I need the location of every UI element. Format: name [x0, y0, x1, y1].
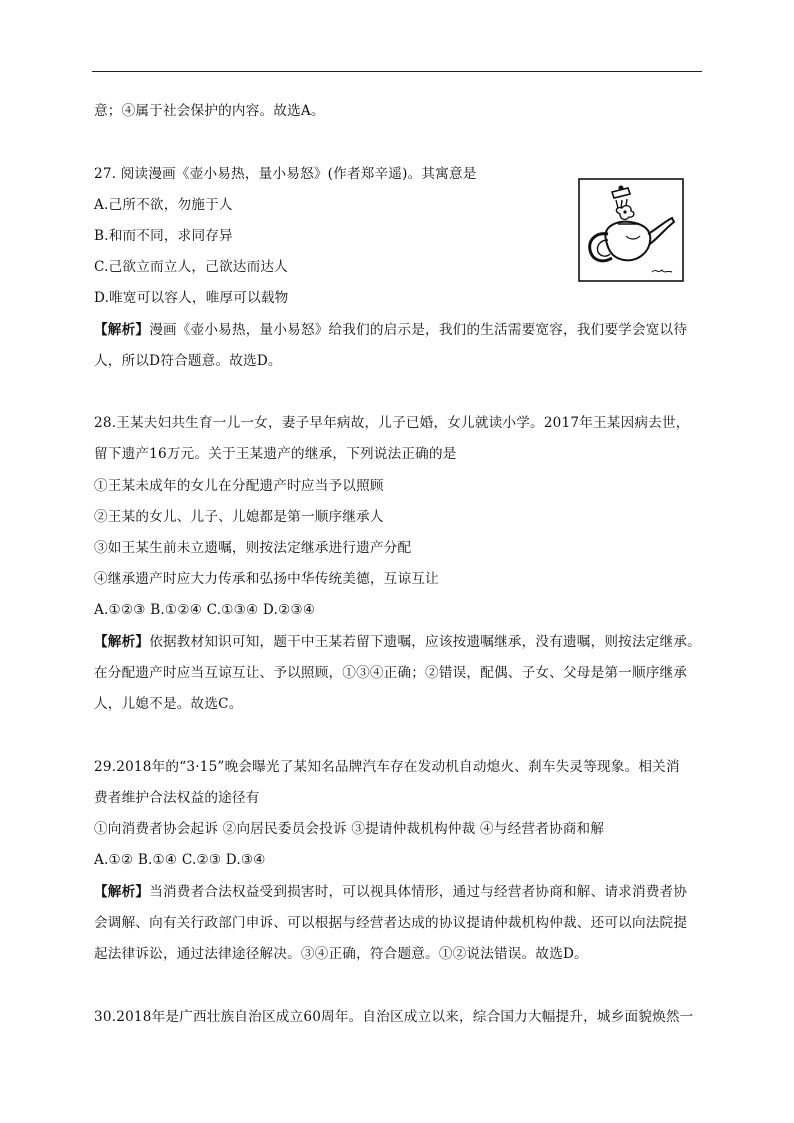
question-28-choices: A.①②③ B.①②④ C.①③④ D.②③④ [94, 602, 316, 618]
question-28-stem: 28.王某夫妇共生育一儿一女，妻子早年病故，儿子已婚，女儿就读小学。2017年王某因病去世， [94, 415, 690, 431]
question-28-analysis-cont: 人，儿媳不是。故选C。 [94, 696, 243, 712]
question-28-statement-1: ①王某未成年的女儿在分配遗产时应当予以照顾 [94, 478, 384, 494]
question-29-stem-cont: 费者维护合法权益的途径有 [94, 790, 260, 806]
question-28-analysis-cont: 在分配遗产时应当互谅互让、予以照顾，①③④正确；②错误，配偶、子女、父母是第一顺序继承 [94, 665, 688, 681]
question-30-stem: 30.2018年是广西壮族自治区成立60周年。自治区成立以来，综合国力大幅提升，城乡面貌焕然一 [94, 1009, 694, 1025]
question-28-statement-4: ④继承遗产时应大力传承和弘扬中华传统美德，互谅互让 [94, 571, 439, 587]
analysis-tag: 【解析】 [94, 634, 150, 650]
question-29-analysis-cont: 会调解、向有关行政部门申诉、可以根据与经营者达成的协议提请仲裁机构仲裁、还可以向法院提 [94, 915, 688, 931]
analysis-tag: 【解析】 [94, 322, 150, 338]
question-29-analysis-cont: 起法律诉讼，通过法律途径解决。③④正确，符合题意。①②说法错误。故选D。 [94, 946, 588, 962]
question-29-choices: A.①② B.①④ C.②③ D.③④ [94, 852, 266, 868]
question-28-statement-2: ②王某的女儿、儿子、儿媳都是第一顺序继承人 [94, 509, 384, 525]
question-27-option-b: B.和而不同，求同存异 [94, 228, 233, 244]
question-29-analysis [94, 882, 687, 902]
question-27-option-a: A.己所不欲，勿施于人 [94, 197, 233, 213]
question-27-analysis [94, 320, 687, 340]
analysis-text: 漫画《壶小易热，量小易怒》给我们的启示是，我们的生活需要宽容，我们要学会宽以待 [149, 322, 688, 338]
question-27-option-c: C.己欲立而立人，己欲达而达人 [94, 259, 288, 275]
question-27-analysis-cont: 人，所以D符合题意。故选D。 [94, 353, 282, 369]
analysis-text: 当消费者合法权益受到损害时，可以视具体情形，通过与经营者协商和解、请求消费者协 [149, 884, 688, 900]
header-rule [92, 71, 702, 72]
teapot-cartoon-icon [578, 178, 684, 282]
question-28-stem-cont: 留下遗产16万元。关于王某遗产的继承，下列说法正确的是 [94, 446, 457, 462]
analysis-tag: 【解析】 [94, 884, 150, 900]
question-29-statements: ①向消费者协会起诉 ②向居民委员会投诉 ③提请仲裁机构仲裁 ④与经营者协商和解 [94, 821, 605, 837]
analysis-text: 依据教材知识可知，题干中王某若留下遗嘱，应该按遗嘱继承，没有遗嘱，则按法定继承。 [149, 634, 701, 650]
question-27-stem: 27. 阅读漫画《壶小易热，量小易怒》(作者郑辛遥)。其寓意是 [94, 166, 477, 182]
question-27-option-d: D.唯宽可以容人，唯厚可以载物 [94, 290, 289, 306]
question-29-stem: 29.2018年的“3·15”晚会曝光了某知名品牌汽车存在发动机自动熄火、刹车失灵等现象。相关消 [94, 759, 680, 775]
question-28-statement-3: ③如王某生前未立遗嘱，则按法定继承进行遗产分配 [94, 540, 412, 556]
text-line: 意；④属于社会保护的内容。故选A。 [94, 103, 325, 119]
question-28-analysis [94, 632, 701, 652]
